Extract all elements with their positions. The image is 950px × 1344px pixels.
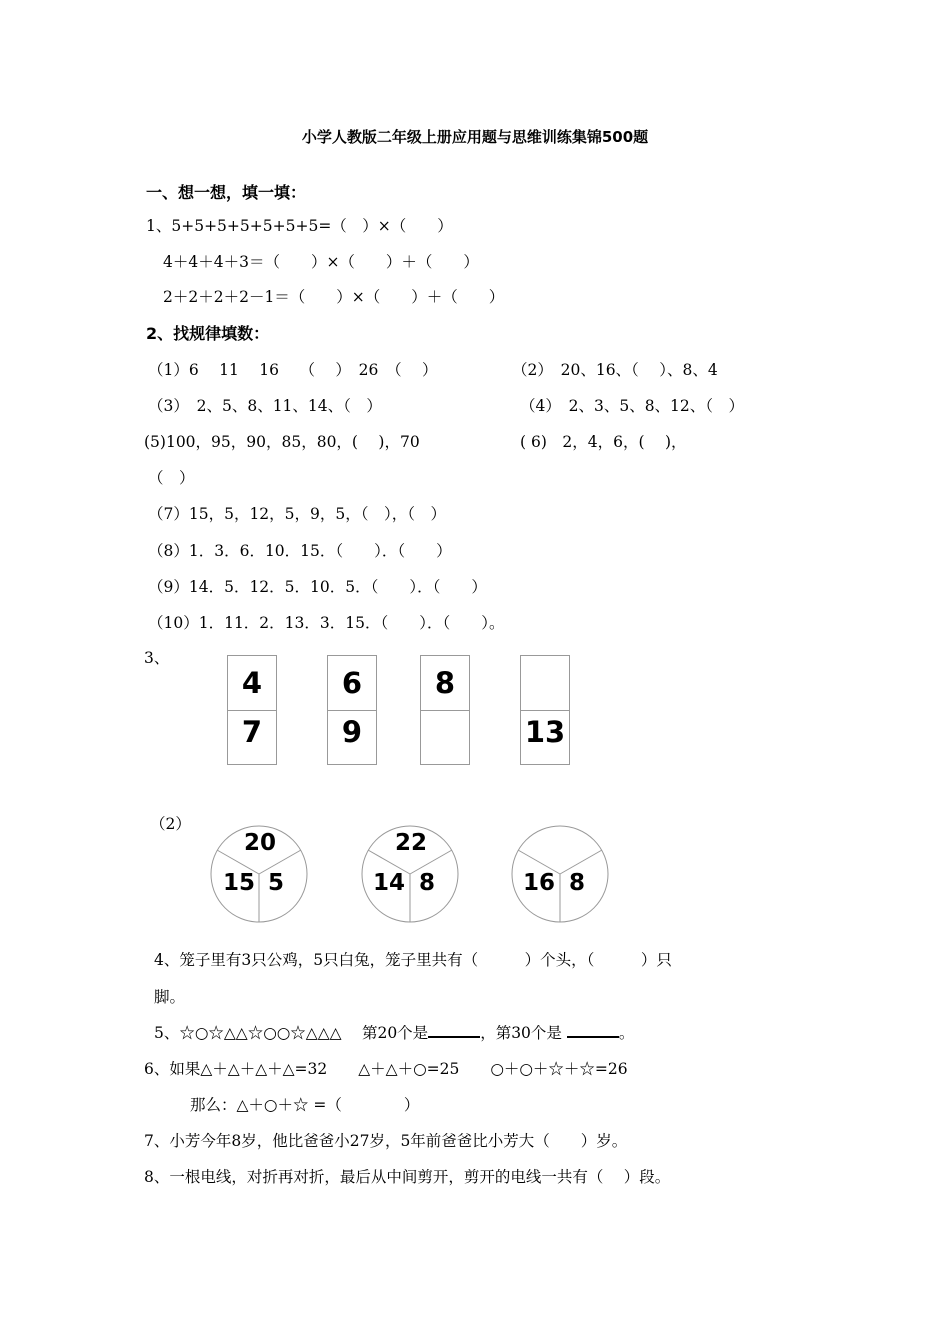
number-circle-1 [210, 825, 308, 923]
page-title: 小学人教版二年级上册应用题与思维训练集锦500题 [301, 128, 649, 146]
number-box-1 [227, 655, 277, 765]
pattern-1: （1）6 11 16 （ ） 26 （ ） [148, 361, 438, 379]
number-circle-2 [361, 825, 459, 923]
pattern-4: （4） 2、3、5、8、12、（ ） [520, 397, 745, 415]
circle-right-number: 8 [569, 870, 586, 896]
section1-line-1: 1、5+5+5+5+5+5+5=（ ）×（ ） [146, 217, 453, 235]
section1-line-2: 4＋4＋4＋3＝（ ）×（ ）＋（ ） [163, 253, 479, 271]
circle-right-number: 5 [268, 870, 285, 896]
box-top-number: 6 [341, 666, 363, 700]
answer-blank-2 [567, 1022, 619, 1038]
circle-top-number: 22 [395, 830, 428, 856]
box-top-number: 8 [434, 666, 456, 700]
circle-left-number: 16 [523, 870, 556, 896]
question-6-line-2: 那么：△＋○＋☆ =（ ） [190, 1096, 420, 1114]
box-bottom-number: 7 [241, 715, 263, 749]
number-box-3 [420, 655, 470, 765]
question-8: 8、一根电线，对折再对折，最后从中间剪开，剪开的电线一共有（ ）段。 [144, 1168, 671, 1186]
section2-heading: 2、找规律填数： [146, 324, 270, 343]
question-6-line-1: 6、如果△＋△＋△＋△=32 △＋△＋○=25 ○＋○＋☆＋☆=26 [144, 1060, 628, 1078]
box-top-number: 4 [241, 666, 263, 700]
pattern-10: （10）1．11．2．13．3．15．（ ）．（ ）。 [148, 614, 505, 632]
box-bottom-number: 13 [524, 715, 566, 749]
question-4-line-2: 脚。 [154, 988, 186, 1006]
question-5-mid: ，第30个是 [480, 1024, 562, 1042]
pattern-9: （9）14．5．12．5．10．5．（ ）．（ ） [148, 578, 487, 596]
section3-label: 3、 [144, 649, 170, 667]
pattern-6-continued: （ ） [148, 469, 195, 487]
pattern-7: （7）15，5，12，5，9，5，（ ），（ ） [148, 505, 447, 523]
pattern-8: （8）1．3．6．10．15．（ ）．（ ） [148, 542, 452, 560]
section3-sub-label: （2） [150, 815, 191, 833]
pattern-2: （2） 20、16、（ ）、8、4 [512, 361, 718, 379]
circle-left-number: 14 [373, 870, 406, 896]
circle-top-number: 20 [244, 830, 277, 856]
answer-blank-1 [428, 1022, 480, 1038]
circle-left-number: 15 [223, 870, 256, 896]
number-box-2 [327, 655, 377, 765]
number-circle-3 [511, 825, 609, 923]
question-7: 7、小芳今年8岁，他比爸爸小27岁，5年前爸爸比小芳大（ ）岁。 [144, 1132, 628, 1150]
box-bottom-number: 9 [341, 715, 363, 749]
question-5 [154, 1021, 634, 1043]
number-box-4 [520, 655, 570, 765]
pattern-3: （3） 2、5、8、11、14、（ ） [148, 397, 382, 415]
pattern-6: ( 6) 2，4，6，( )， [520, 433, 687, 451]
question-5-end: 。 [618, 1024, 635, 1042]
circle-right-number: 8 [419, 870, 436, 896]
section1-line-3: 2＋2＋2＋2－1＝（ ）×（ ）＋（ ） [163, 288, 505, 306]
question-4-line-1: 4、笼子里有3只公鸡，5只白兔，笼子里共有（ ）个头，（ ）只 [154, 951, 672, 969]
section1-heading: 一、想一想，填一填： [146, 183, 307, 202]
pattern-5: (5)100，95，90，85，80，( )，70 [144, 433, 420, 451]
question-5-text: 5、☆○☆△△☆○○☆△△△ 第20个是 [154, 1024, 429, 1042]
